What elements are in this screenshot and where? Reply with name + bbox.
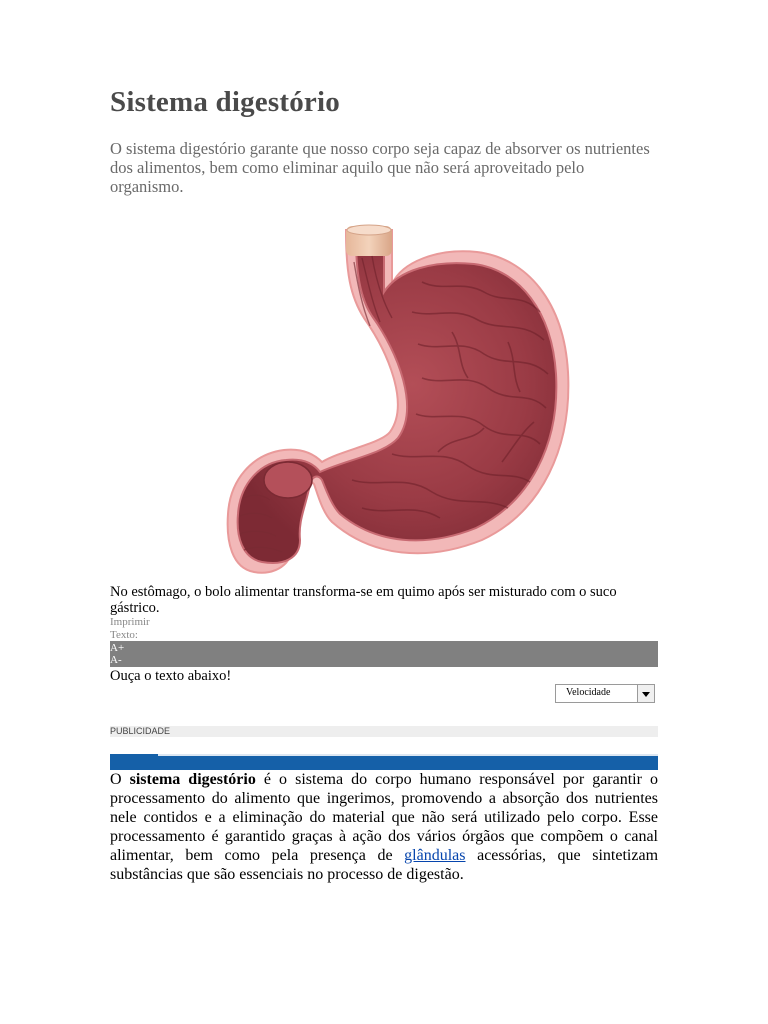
advertising-strip	[110, 726, 658, 737]
listen-label: Ouça o texto abaixo!	[110, 668, 232, 684]
article-lead: O sistema digestório garante que nosso corpo seja capaz de absorver os nutrientes dos alimentos, bem como eliminar aquilo que não será aproveitado pelo organismo.	[110, 139, 650, 196]
body-text-middle: é o sistema do corpo humano responsável por garantir o processamento do alimento que ingerimos, promovendo a absorção dos nutrientes nele contidos e a eliminação do material que não será utilizado pelo corpo. Esse processamento é garantido graças à ação dos vários órgãos que compõem o canal alimentar, bem como pela presença de	[110, 771, 658, 864]
glandulas-link[interactable]: glândulas	[404, 847, 466, 864]
increase-text-button[interactable]: A+	[110, 642, 125, 654]
stomach-icon	[222, 222, 572, 578]
accent-bar	[110, 754, 658, 770]
chevron-down-icon[interactable]	[637, 685, 654, 702]
body-keyword: sistema digestório	[129, 771, 256, 788]
advertising-label: PUBLICIDADE	[110, 726, 171, 736]
text-size-bar	[110, 641, 658, 667]
article-body-paragraph	[110, 770, 658, 884]
text-size-label: Texto:	[110, 629, 138, 641]
decrease-text-button[interactable]: A-	[110, 654, 122, 666]
body-text-end: acessórias, que sintetizam substâncias que são essenciais no processo de digestão.	[110, 847, 659, 883]
print-link[interactable]: Imprimir	[110, 616, 150, 628]
accent-bar-line	[158, 754, 658, 756]
figure-caption: No estômago, o bolo alimentar transforma-se em quimo após ser misturado com o suco gástrico.	[110, 584, 617, 616]
speed-select-value: Velocidade	[566, 687, 611, 698]
page-title: Sistema digestório	[110, 86, 340, 118]
speed-select[interactable]	[555, 684, 655, 703]
stomach-illustration	[222, 222, 572, 578]
body-text-start: O	[110, 771, 130, 788]
